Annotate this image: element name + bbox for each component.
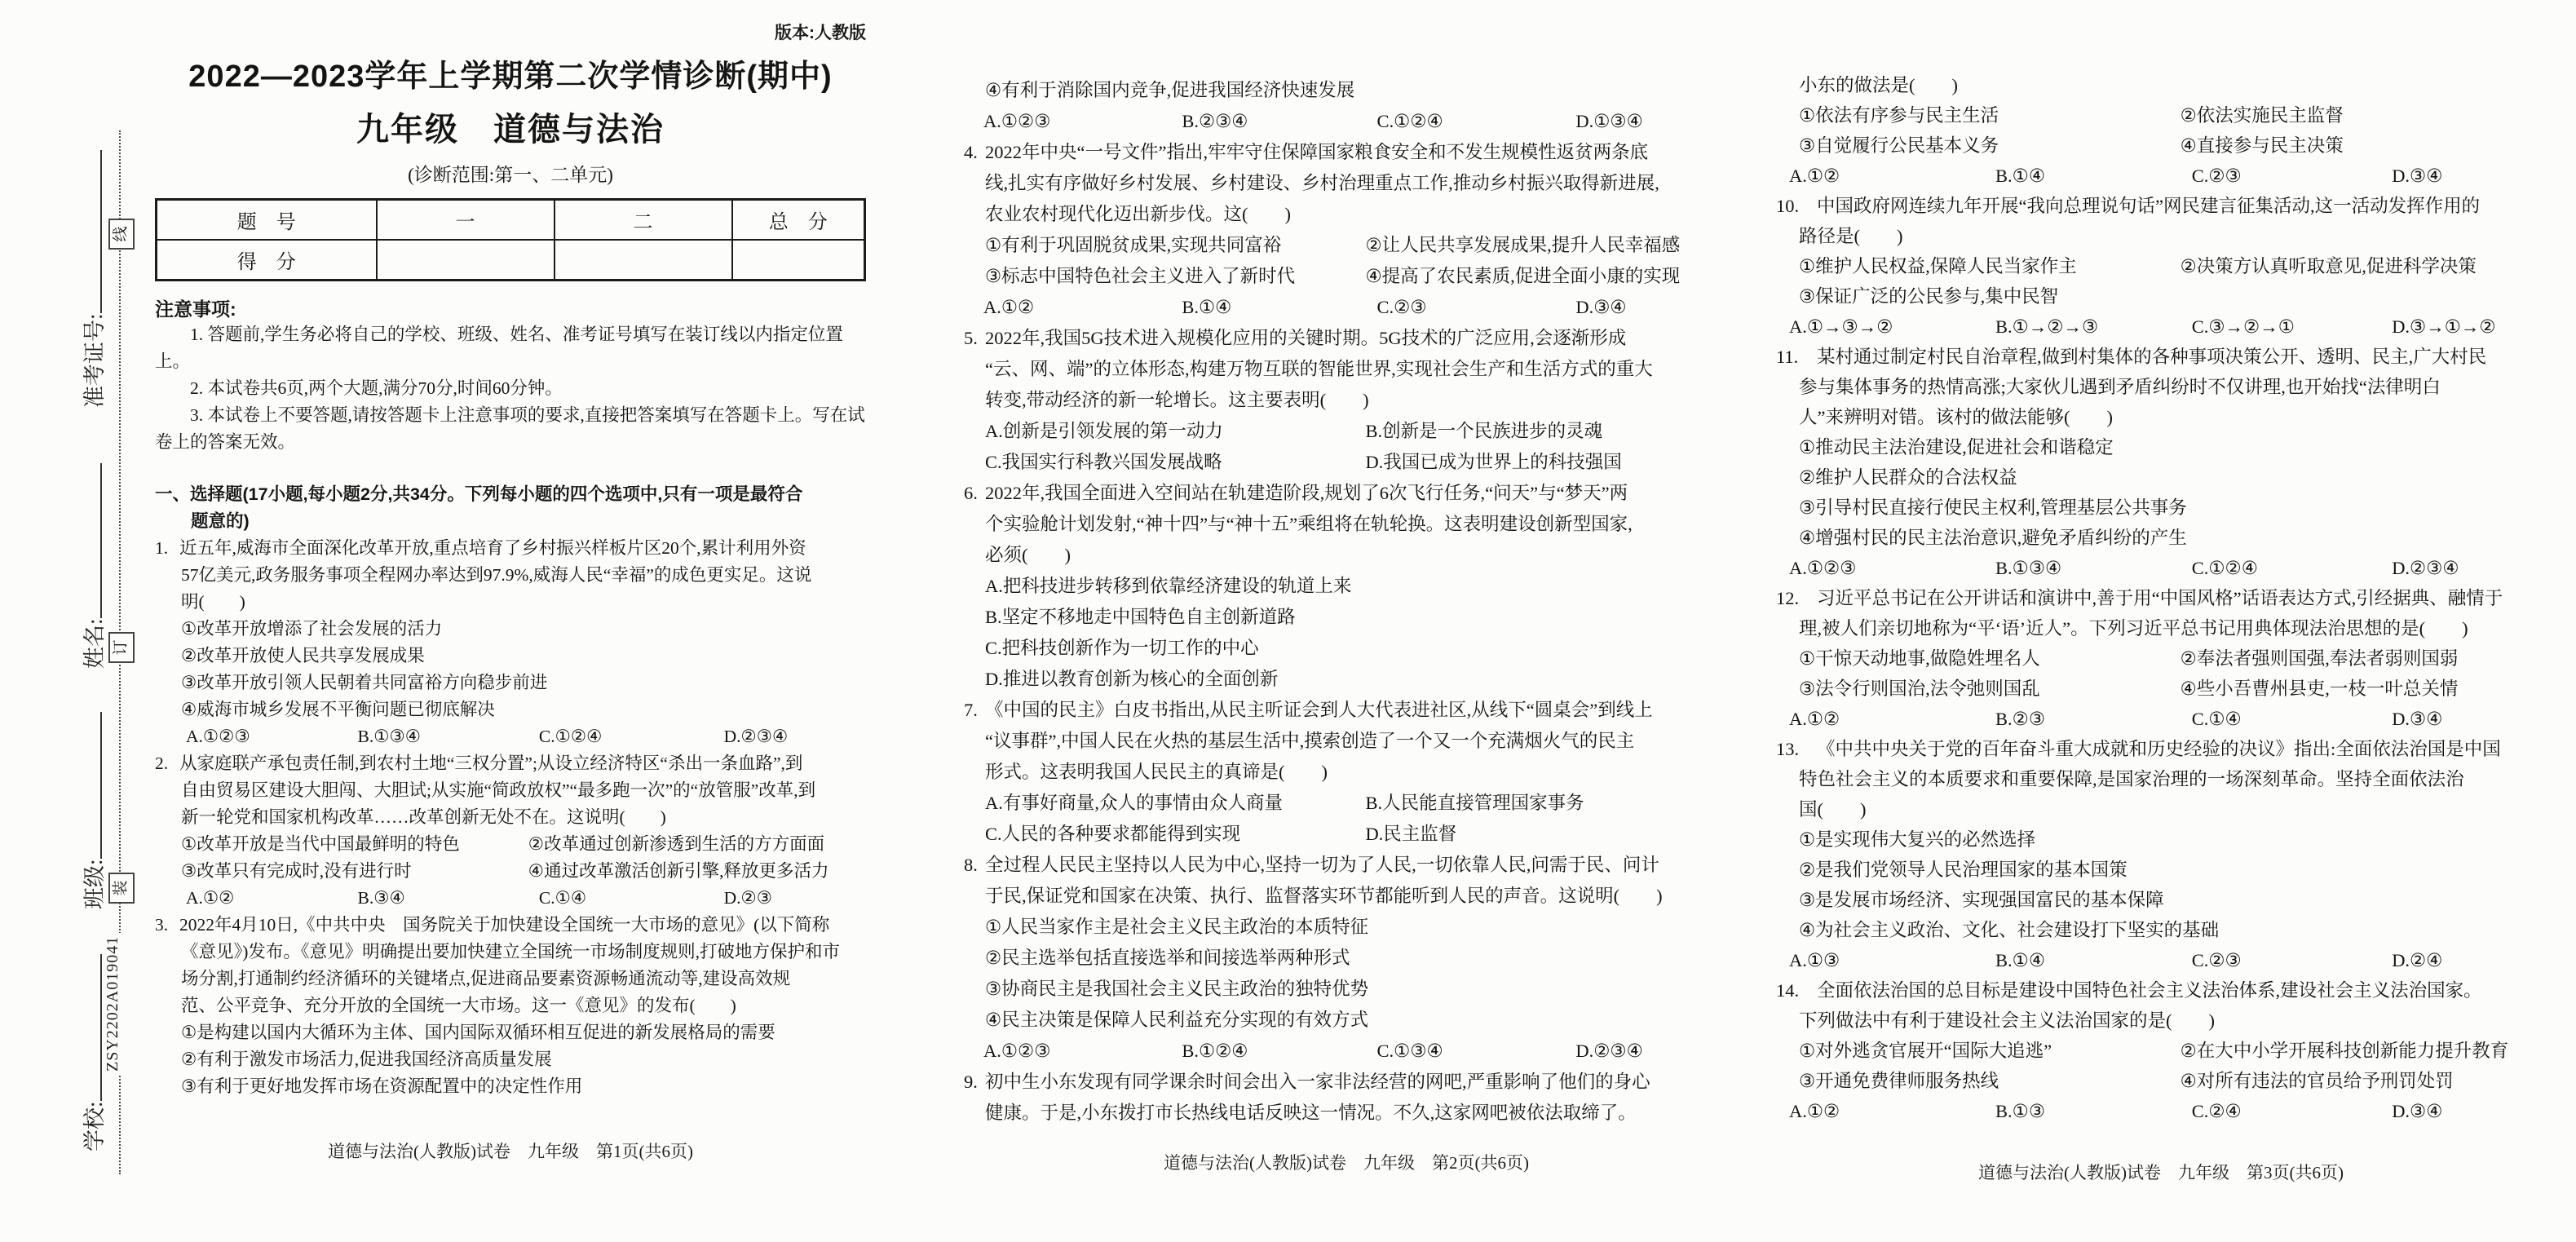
answer-choice: A.①②③: [983, 1041, 1051, 1061]
option-pair-line: [964, 230, 1729, 261]
stem-continuation-line: 自由贸易区建设大胆闯、大胆试;从实施“简政放权”“最多跑一次”的“放管服”改革,到: [181, 780, 816, 800]
answer-choices-line: [964, 106, 1729, 137]
question-start-line: [964, 323, 1729, 354]
option-pair-line: [155, 858, 866, 885]
option-item: ④通过改革激活创新引擎,释放更多活力: [528, 861, 829, 881]
question-number: 5.: [964, 328, 978, 348]
option-pair-line: [964, 788, 1729, 819]
answer-choice: D.③④: [2392, 1101, 2443, 1121]
notice-heading: 注意事项:: [155, 298, 236, 320]
question-stem-text: 习近平总书记在公开讲话和演讲中,善于用“中国风格”话语表达方式,引经据典、融情于: [1817, 588, 2503, 608]
stem-continuation-line: 《意见》)发布。《意见》明确提出要加快建立全国统一市场制度规则,打破地方保护和市: [181, 942, 841, 961]
option-line: ①改革开放增添了社会发展的活力: [181, 619, 443, 639]
fill-in-blank: [77, 463, 102, 618]
option-item: D.民主监督: [1365, 824, 1457, 844]
question-stem-text: 2022年,我国全面进入空间站在轨建造阶段,规划了6次飞行任务,“问天”与“梦天”两: [985, 483, 1628, 503]
page-footer: 道德与法治(人教版)试卷 九年级 第2页(共6页): [1164, 1153, 1529, 1173]
option-line: ②有利于激发市场活力,促进我国经济高质量发展: [181, 1050, 552, 1069]
stem-continuation-line: 场分割,打通制约经济循环的关键堵点,促进商品要素资源畅通流动等,建设高效规: [181, 969, 791, 988]
question-number: 4.: [964, 142, 978, 162]
field-student-name: [77, 463, 108, 669]
binding-mark-zhuang: [108, 873, 135, 904]
question-number: 10.: [1776, 196, 1800, 216]
answer-choices-line: [1776, 553, 2546, 583]
answer-choice: A.①③: [1789, 950, 1840, 970]
answer-choice: C.①④: [538, 888, 587, 908]
answer-choices-line: [155, 723, 866, 750]
stem-continuation-line: 明( ): [181, 592, 245, 612]
question-stem-text: 《中国的民主》白皮书指出,从民主听证会到人大代表进社区,从线下“圆桌会”到线上: [985, 700, 1653, 720]
option-item: ①对外逃贪官展开“国际大追逃”: [1799, 1041, 2052, 1061]
option-pair-line: [1776, 100, 2546, 130]
answer-choices-line: [1776, 312, 2546, 342]
option-item: ③法令行则国治,法令弛则国乱: [1799, 678, 2040, 699]
option-item: ④提高了农民素质,促进全面小康的实现: [1365, 266, 1681, 286]
answer-choice: B.③④: [357, 888, 405, 908]
fill-in-blank: [77, 150, 102, 313]
answer-choice: C.②③: [2191, 166, 2242, 186]
score-cell-empty: [555, 240, 732, 281]
option-item: ①改革开放是当代中国最鲜明的特色: [181, 834, 460, 854]
stem-continuation-line: 特色社会主义的本质要求和重要保障,是国家治理的一场深刻革命。坚持全面依法治: [1799, 769, 2464, 789]
stem-continuation-line: 路径是( ): [1799, 226, 1903, 246]
answer-choice: B.②③④: [1182, 111, 1248, 131]
answer-choices-line: [1776, 1096, 2546, 1126]
stem-continuation-line: 农业农村现代化迈出新步伐。这( ): [985, 204, 1291, 224]
question-stem-text: 某村通过制定村民自治章程,做到村集体的各种事项决策公开、透明、民主,广大村民: [1817, 347, 2487, 367]
answer-choice: B.①③: [1995, 1101, 2046, 1121]
question-start-line: [155, 912, 866, 939]
answer-choice: C.①④: [2191, 709, 2242, 729]
question-number: 12.: [1776, 588, 1800, 608]
notice-item: 3. 本试卷上不要答题,请按答题卡上注意事项的要求,直接把答案填写在答题卡上。写在试卷上的答案无效。: [155, 405, 865, 452]
answer-choice: A.①→③→②: [1789, 316, 1893, 337]
option-item: D.我国已成为世界上的科技强国: [1365, 452, 1622, 472]
option-line: ①推动民主法治建设,促进社会和谐稳定: [1799, 437, 2114, 457]
answer-choice: B.①④: [1995, 166, 2046, 186]
option-item: ④直接参与民主决策: [2180, 135, 2344, 156]
field-label: 准考证号:: [82, 313, 107, 408]
answer-choice: C.①③④: [1376, 1041, 1443, 1061]
answer-choice: A.①②: [1789, 709, 1840, 729]
answer-choice: A.①②: [1789, 1101, 1840, 1121]
option-pair-line: [1776, 130, 2546, 161]
field-admission-number: [77, 150, 108, 408]
score-cell-section-two: 二: [555, 200, 732, 241]
option-pair-line: [1776, 1036, 2546, 1066]
question-number: 8.: [964, 855, 978, 875]
option-line: ③引导村民直接行使民主权利,管理基层公共事务: [1799, 497, 2187, 518]
question-stem-text: 初中生小东发现有同学课余时间会出入一家非法经营的网吧,严重影响了他们的身心: [985, 1072, 1650, 1092]
page-footer: 道德与法治(人教版)试卷 九年级 第3页(共6页): [1978, 1163, 2344, 1182]
answer-choice: C.③→②→①: [2191, 316, 2295, 337]
option-pair-line: [964, 416, 1729, 447]
question-number: 7.: [964, 700, 978, 720]
option-item: B.创新是一个民族进步的灵魂: [1365, 421, 1603, 441]
binding-mark-xian: [108, 219, 135, 250]
stem-continuation-line: 转变,带动经济的新一轮增长。这主要表明( ): [985, 390, 1369, 410]
notice-item: 1. 答题前,学生务必将自己的学校、班级、姓名、准考证号填写在装订线以内指定位置上。: [155, 325, 843, 371]
answer-choice: D.②③④: [2392, 558, 2459, 578]
question-start-line: [1776, 191, 2546, 221]
answer-choices-line: [155, 885, 866, 912]
stem-continuation-line: 范、公平竞争、充分开放的全国统一大市场。这一《意见》的发布( ): [181, 996, 736, 1015]
option-line: ②维护人民群众的合法权益: [1799, 467, 2017, 488]
option-line: ①是实现伟大复兴的必然选择: [1799, 829, 2036, 850]
question-start-line: [964, 137, 1729, 168]
score-table-row-headers: [157, 200, 865, 241]
score-cell-section-one: 一: [377, 200, 555, 241]
answer-choice: C.①②④: [538, 727, 603, 746]
stem-continuation-line: “云、网、端”的立体形态,构建万物互联的智能世界,实现社会生产和生活方式的重大: [985, 359, 1653, 379]
score-cell-label: 得 分: [157, 240, 377, 281]
score-cell-empty: [377, 240, 555, 281]
question-start-line: [1776, 975, 2546, 1006]
stem-continuation-line: 必须( ): [985, 545, 1071, 565]
question-stem-text: 2022年4月10日,《中共中央 国务院关于加快建设全国统一大市场的意见》(以下简称: [179, 915, 830, 935]
answer-choice: A.①②: [1789, 166, 1840, 186]
answer-choice: D.③④: [1575, 297, 1627, 317]
page-footer: 道德与法治(人教版)试卷 九年级 第1页(共6页): [328, 1142, 693, 1161]
question-number: 13.: [1776, 739, 1800, 759]
answer-choices-line: [964, 1036, 1729, 1067]
option-line: ③是发展市场经济、实现强国富民的基本保障: [1799, 890, 2164, 910]
option-pair-line: [1776, 251, 2546, 281]
question-start-line: [964, 695, 1729, 726]
answer-choice: D.②③④: [1575, 1041, 1643, 1061]
section-heading-line: 一、选择题(17小题,每小题2分,共34分。下列每小题的四个选项中,只有一项是最符合: [155, 484, 803, 504]
stem-continuation-line: “议事群”,中国人民在火热的基层生活中,摸索创造了一个又一个充满烟火气的民主: [985, 731, 1635, 751]
option-item: C.人民的各种要求都能得到实现: [985, 824, 1241, 844]
binding-char: 线: [112, 226, 130, 242]
answer-choice: D.③④: [2392, 709, 2443, 729]
option-line: ③改革开放引领人民朝着共同富裕方向稳步前进: [181, 673, 548, 692]
option-pair-line: [1776, 643, 2546, 674]
stem-continuation-line: 新一轮党和国家机构改革……改革创新无处不在。这说明( ): [181, 807, 666, 827]
answer-choice: A.①②: [186, 888, 235, 908]
paper-title: 2022—2023学年上学期第二次学情诊断(期中): [188, 60, 833, 94]
stem-continuation-line: 于民,保证党和国家在决策、执行、监督落实环节都能听到人民的声音。这说明( ): [985, 886, 1663, 906]
option-line: ①人民当家作主是社会主义民主政治的本质特征: [985, 917, 1369, 937]
answer-choices-line: [1776, 161, 2546, 191]
question-start-line: [155, 535, 866, 562]
stem-continuation-line: 个实验舱计划发射,“神十四”与“神十五”乘组将在轨轮换。这表明建设创新型国家,: [985, 514, 1633, 534]
paper-header: [155, 20, 866, 456]
option-line: ④有利于消除国内竞争,促进我国经济快速发展: [985, 80, 1355, 100]
option-item: B.人民能直接管理国家事务: [1365, 793, 1584, 813]
answer-choice: B.①③④: [357, 727, 422, 746]
option-item: ②改革通过创新渗透到生活的方方面面: [528, 834, 825, 854]
field-label: 学校:: [82, 1101, 107, 1151]
field-label: 班级:: [82, 859, 107, 909]
option-line: ④民主决策是保障人民利益充分实现的有效方式: [985, 1010, 1369, 1030]
fill-in-blank: [77, 712, 102, 859]
answer-choice: B.①→②→③: [1995, 316, 2099, 337]
option-item: ③改革只有完成时,没有进行时: [181, 861, 412, 881]
binding-mark-ding: [108, 632, 135, 663]
answer-choice: B.①④: [1995, 950, 2046, 970]
answer-choice: A.①②③: [186, 727, 250, 746]
option-item: ③标志中国特色社会主义进入了新时代: [985, 266, 1296, 286]
option-pair-line: [1776, 674, 2546, 704]
field-label: 姓名:: [82, 618, 107, 669]
answer-choice: B.①②④: [1182, 1041, 1248, 1061]
question-stem-text: 从家庭联产承包责任制,到农村土地“三权分置”;从设立经济特区“杀出一条血路”,到: [179, 754, 803, 773]
question-number: 3.: [155, 915, 169, 935]
option-pair-line: [964, 447, 1729, 478]
option-line: ②民主选举包括直接选举和间接选举两种形式: [985, 948, 1350, 968]
stem-continuation-line: 下列做法中有利于建设社会主义法治国家的是( ): [1799, 1010, 2215, 1031]
option-line: ④为社会主义政治、文化、社会建设打下坚实的基础: [1799, 920, 2220, 940]
page-2: [964, 75, 1729, 1129]
answer-choice: D.③④: [2392, 166, 2443, 186]
option-line: B.坚定不移地走中国特色自主创新道路: [985, 607, 1296, 627]
option-item: ④些小吾曹州县吏,一枝一叶总关情: [2180, 678, 2459, 699]
answer-choice: C.①②④: [2191, 558, 2258, 578]
page-3: [1776, 70, 2546, 1126]
question-number: 11.: [1776, 347, 1799, 367]
answer-choice: A.①②: [983, 297, 1035, 317]
question-start-line: [964, 1067, 1729, 1098]
option-item: A.有事好商量,众人的事情由众人商量: [985, 793, 1283, 813]
question-stem-text: 中国政府网连续九年开展“我向总理说句话”网民建言征集活动,这一活动发挥作用的: [1817, 196, 2481, 216]
paper-code: ZSY2202A019041: [104, 933, 122, 1075]
question-start-line: [964, 478, 1729, 509]
question-stem-text: 近五年,威海市全面深化改革开放,重点培育了乡村振兴样板片区20个,累计利用外资: [179, 538, 806, 558]
option-pair-line: [1776, 1066, 2546, 1096]
answer-choice: D.①③④: [1575, 111, 1643, 131]
question-stem-text: 2022年中央“一号文件”指出,牢牢守住保障国家粮食安全和不发生规模性返贫两条底: [985, 142, 1649, 162]
question-stem-text: 《中共中央关于党的百年奋斗重大成就和历史经验的决议》指出:全面依法治国是中国: [1817, 739, 2501, 759]
section-heading-line: 题意的): [191, 511, 250, 531]
option-pair-line: [155, 831, 866, 858]
answer-choice: B.①④: [1182, 297, 1232, 317]
scope-note: (诊断范围:第一、二单元): [408, 165, 613, 185]
answer-choice: A.①②③: [1789, 558, 1857, 578]
stem-continuation-line: 人”来辨明对错。该村的做法能够( ): [1799, 407, 2113, 427]
field-class: [77, 712, 108, 909]
page-1: [155, 481, 866, 1100]
answer-choices-line: [964, 292, 1729, 323]
option-item: ②决策方认真听取意见,促进科学决策: [2180, 256, 2477, 276]
stem-continuation-line: 国( ): [1799, 799, 1867, 820]
question-number: 9.: [964, 1072, 978, 1092]
option-item: ①干惊天动地事,做隐姓埋名人: [1799, 648, 2040, 669]
answer-choice: C.②④: [2191, 1101, 2242, 1121]
fill-in-blank: [77, 954, 102, 1101]
option-line: ③保证广泛的公民参与,集中民智: [1799, 286, 2059, 307]
score-table-row-score: [157, 240, 865, 281]
answer-choice: A.①②③: [983, 111, 1051, 131]
option-pair-line: [964, 261, 1729, 292]
option-line: ④威海市城乡发展不平衡问题已彻底解决: [181, 700, 495, 719]
question-number: 2.: [155, 754, 169, 773]
option-line: D.推进以教育创新为核心的全面创新: [985, 669, 1279, 689]
binding-char: 订: [112, 639, 130, 656]
question-number: 14.: [1776, 980, 1800, 1001]
stem-continuation-line: 理,被人们亲切地称为“平‘语’近人”。下列习近平总书记用典体现法治思想的是( ): [1799, 618, 2468, 639]
answer-choice: D.②③: [723, 888, 773, 908]
binding-char: 装: [112, 880, 130, 896]
option-item: C.我国实行科教兴国发展战略: [985, 452, 1222, 472]
score-table: [155, 198, 866, 281]
option-item: ①维护人民权益,保障人民当家作主: [1799, 256, 2077, 276]
option-line: ④增强村民的民主法治意识,避免矛盾纠纷的产生: [1799, 528, 2187, 548]
stem-continuation-line: 57亿美元,政务服务事项全程网办率达到97.9%,威海人民“幸福”的成色更实足。这说: [181, 565, 812, 585]
answer-choice: D.②④: [2392, 950, 2443, 970]
question-start-line: [1776, 583, 2546, 613]
stem-continuation-line: 参与集体事务的热情高涨;大家伙儿遇到矛盾纠纷时不仅讲理,也开始找“法律明白: [1799, 377, 2441, 397]
option-item: A.创新是引领发展的第一动力: [985, 421, 1223, 441]
question-number: 6.: [964, 483, 978, 503]
question-stem-text: 全过程人民民主坚持以人民为中心,坚持一切为了人民,一切依靠人民,问需于民、问计: [985, 855, 1659, 875]
answer-choice: D.③→①→②: [2392, 316, 2496, 337]
answer-choices-line: [1776, 704, 2546, 734]
question-start-line: [155, 750, 866, 777]
edition-label: 版本:人教版: [775, 24, 866, 42]
stem-continuation-line: 小东的做法是( ): [1799, 75, 1958, 95]
answer-choices-line: [1776, 945, 2546, 975]
option-pair-line: [964, 819, 1729, 850]
stem-continuation-line: 形式。这表明我国人民民主的真谛是( ): [985, 762, 1328, 782]
answer-choice: B.①③④: [1995, 558, 2062, 578]
answer-choice: C.①②④: [1376, 111, 1443, 131]
score-cell-empty: [732, 240, 865, 281]
option-line: ①是构建以国内大循环为主体、国内国际双循环相互促进的新发展格局的需要: [181, 1023, 775, 1042]
option-item: ②依法实施民主监督: [2180, 105, 2344, 126]
question-stem-text: 全面依法治国的总目标是建设中国特色社会主义法治体系,建设社会主义法治国家。: [1817, 980, 2482, 1001]
option-line: ③协商民主是我国社会主义民主政治的独特优势: [985, 979, 1369, 999]
question-start-line: [1776, 734, 2546, 764]
option-item: ③开通免费律师服务热线: [1799, 1071, 1999, 1091]
answer-choice: B.②③: [1995, 709, 2046, 729]
answer-choice: D.②③④: [723, 727, 789, 746]
option-line: ③有利于更好地发挥市场在资源配置中的决定性作用: [181, 1076, 583, 1096]
question-number: 1.: [155, 538, 169, 558]
answer-choice: C.②③: [2191, 950, 2242, 970]
option-item: ①依法有序参与民主生活: [1799, 105, 1999, 126]
option-item: ③自觉履行公民基本义务: [1799, 135, 1999, 156]
notice-item: 2. 本试卷共6页,两个大题,满分70分,时间60分钟。: [190, 378, 563, 398]
question-start-line: [1776, 342, 2546, 372]
stem-continuation-line: 线,扎实有序做好乡村发展、乡村建设、乡村治理重点工作,推动乡村振兴取得新进展,: [985, 173, 1659, 193]
answer-choice: C.②③: [1376, 297, 1427, 317]
option-item: ②在大中小学开展科技创新能力提升教育: [2180, 1041, 2509, 1061]
option-item: ②奉法者强则国强,奉法者弱则国弱: [2180, 648, 2459, 669]
option-line: C.把科技创新作为一切工作的中心: [985, 638, 1259, 658]
score-cell-total: 总 分: [732, 200, 865, 241]
paper-subtitle: 九年级 道德与法治: [356, 112, 665, 148]
option-item: ②让人民共享发展成果,提升人民幸福感: [1365, 235, 1681, 255]
option-item: ①有利于巩固脱贫成果,实现共同富裕: [985, 235, 1282, 255]
option-item: ④对所有违法的官员给予刑罚处罚: [2180, 1071, 2454, 1091]
question-start-line: [964, 850, 1729, 881]
option-line: ②改革开放使人民共享发展成果: [181, 646, 425, 665]
option-line: A.把科技进步转移到依靠经济建设的轨道上来: [985, 576, 1352, 596]
stem-continuation-line: 健康。于是,小东拨打市长热线电话反映这一情况。不久,这家网吧被依法取缔了。: [985, 1103, 1637, 1123]
question-stem-text: 2022年,我国5G技术进入规模化应用的关键时期。5G技术的广泛应用,会逐渐形成: [985, 328, 1627, 348]
option-line: ②是我们党领导人民治理国家的基本国策: [1799, 860, 2128, 880]
score-cell-label: 题 号: [157, 200, 377, 241]
